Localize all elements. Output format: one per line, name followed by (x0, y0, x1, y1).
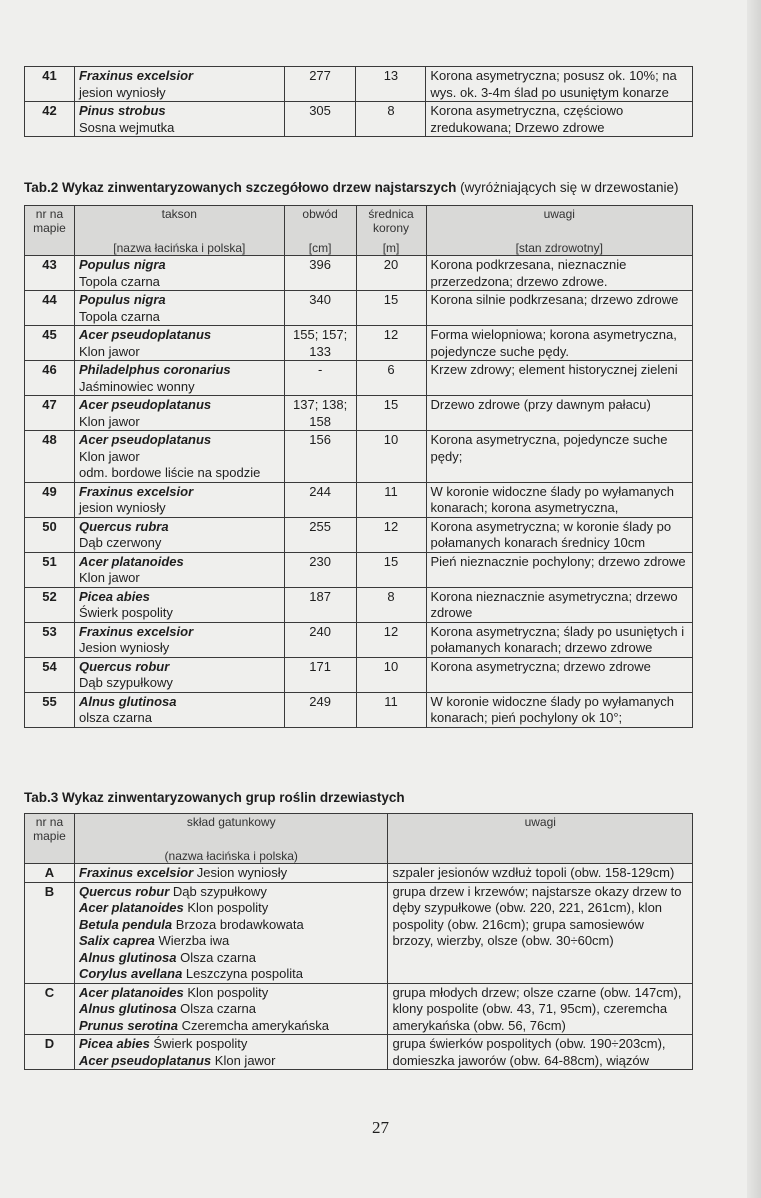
circumference: 340 (284, 291, 356, 326)
species-composition (74, 882, 388, 983)
table3-header-nr: nr na mapie (25, 814, 75, 864)
table2-caption-note: (wyróżniających się w drzewostanie) (460, 180, 679, 195)
map-number: 54 (25, 657, 75, 692)
table-row (25, 67, 693, 102)
latin-name: Fraxinus excelsior (78, 865, 194, 880)
map-number: 53 (25, 622, 75, 657)
crown-diameter: 12 (356, 622, 426, 657)
table3-body (25, 864, 693, 1070)
table-continuation-body (25, 67, 693, 137)
group-row (25, 1035, 693, 1070)
polish-name: Wierzba iwa (158, 933, 230, 948)
table2-header-srednica: średnica korony [m] (356, 206, 426, 256)
species-entry (79, 1001, 384, 1018)
taxon-cell (74, 552, 284, 587)
latin-name: Acer platanoides (78, 984, 184, 1000)
latin-name: Quercus robur (78, 658, 170, 674)
crown-diameter: 15 (356, 396, 426, 431)
group-letter: D (25, 1035, 75, 1070)
polish-name: Dąb czerwony (78, 535, 162, 550)
taxon-cell (74, 102, 284, 137)
map-number: 52 (25, 587, 75, 622)
circumference: 240 (284, 622, 356, 657)
remarks: Korona podkrzesana, nieznacznie przerzedzona; drzewo zdrowe. (426, 256, 693, 291)
crown-diameter: 8 (356, 587, 426, 622)
group-row (25, 983, 693, 1035)
latin-name: Corylus avellana (78, 966, 183, 981)
map-number: 43 (25, 256, 75, 291)
remarks: Korona asymetryczna; posusz ok. 10%; na wys. ok. 3-4m ślad po usuniętym konarze (426, 67, 693, 102)
latin-name: Acer pseudoplatanus (78, 327, 212, 342)
polish-name: Klon jawor (78, 413, 140, 429)
remarks: Drzewo zdrowe (przy dawnym pałacu) (426, 396, 693, 431)
latin-name: Quercus rubra (78, 518, 169, 534)
latin-name: Quercus robur (78, 883, 170, 899)
taxon-cell (74, 482, 284, 517)
table-row (25, 291, 693, 326)
taxon-cell (74, 396, 284, 431)
table2 (24, 205, 693, 728)
circumference: 277 (284, 67, 356, 102)
map-number: 51 (25, 552, 75, 587)
circumference: 187 (284, 587, 356, 622)
map-number: 50 (25, 517, 75, 552)
crown-diameter: 10 (356, 657, 426, 692)
latin-name: Acer pseudoplatanus (78, 432, 212, 447)
species-entry (79, 865, 384, 882)
species-composition (74, 864, 388, 883)
crown-diameter: 12 (356, 326, 426, 361)
table-row (25, 256, 693, 291)
taxon-note: odm. bordowe liście na spodzie (78, 465, 261, 480)
latin-name: Fraxinus excelsior (78, 68, 194, 83)
map-number: 44 (25, 291, 75, 326)
map-number: 45 (25, 326, 75, 361)
latin-name: Populus nigra (78, 257, 166, 272)
crown-diameter: 8 (356, 102, 426, 137)
crown-diameter: 10 (356, 431, 426, 483)
circumference: 255 (284, 517, 356, 552)
remarks: Korona nieznacznie asymetryczna; drzewo zdrowe (426, 587, 693, 622)
circumference: 305 (284, 102, 356, 137)
latin-name: Pinus strobus (78, 103, 166, 118)
crown-diameter: 15 (356, 291, 426, 326)
latin-name: Acer platanoides (78, 553, 184, 569)
species-composition (74, 1035, 388, 1070)
polish-name: Topola czarna (78, 308, 160, 324)
taxon-cell (74, 587, 284, 622)
map-number: 47 (25, 396, 75, 431)
table3 (24, 813, 693, 1070)
table3-caption: Tab.3 Wykaz zinwentaryzowanych grup roślin drzewiastych (24, 790, 405, 805)
table3-header-uwagi: uwagi (388, 814, 693, 864)
polish-name: Olsza czarna (180, 1001, 256, 1016)
polish-name: Jesion wyniosły (196, 865, 288, 880)
map-number: 46 (25, 361, 75, 396)
table-row (25, 517, 693, 552)
polish-name: Klon jawor (78, 448, 140, 464)
circumference: 230 (284, 552, 356, 587)
map-number: 48 (25, 431, 75, 483)
species-entry (79, 1053, 384, 1070)
latin-name: Philadelphus coronarius (78, 362, 231, 377)
taxon-cell (74, 692, 284, 727)
crown-diameter: 13 (356, 67, 426, 102)
table2-header-row (25, 206, 693, 256)
table2-header-takson: takson [nazwa łacińska i polska] (74, 206, 284, 256)
table-row (25, 361, 693, 396)
remarks: Korona asymetryczna, pojedyncze suche pędy; (426, 431, 693, 483)
taxon-cell (74, 67, 284, 102)
species-entry (79, 884, 384, 901)
crown-diameter: 11 (356, 692, 426, 727)
species-entry (79, 933, 384, 950)
polish-name: jesion wyniosły (78, 500, 166, 515)
table2-caption (24, 180, 678, 195)
species-entry (79, 1018, 384, 1035)
circumference: 396 (284, 256, 356, 291)
latin-name: Populus nigra (78, 292, 166, 307)
species-entry (79, 985, 384, 1002)
remarks: Krzew zdrowy; element historycznej zieleni (426, 361, 693, 396)
table-row (25, 587, 693, 622)
latin-name: Picea abies (78, 1036, 150, 1051)
table-row (25, 326, 693, 361)
polish-name: Jesion wyniosły (78, 640, 170, 655)
group-letter: A (25, 864, 75, 883)
remarks: grupa młodych drzew; olsze czarne (obw. 147cm), klony pospolite (obw. 43, 71, 95cm), czeremcha amerykańska (obw. 56, 76cm) (388, 983, 693, 1035)
table2-header-obwod: obwód [cm] (284, 206, 356, 256)
map-number: 41 (25, 67, 75, 102)
taxon-cell (74, 326, 284, 361)
taxon-cell (74, 622, 284, 657)
remarks: szpaler jesionów wzdłuż topoli (obw. 158-129cm) (388, 864, 693, 883)
table-row (25, 102, 693, 137)
polish-name: Klon pospolity (187, 984, 269, 1000)
latin-name: Prunus serotina (78, 1017, 178, 1033)
polish-name: jesion wyniosły (78, 84, 166, 100)
table2-header-nr: nr na mapie (25, 206, 75, 256)
latin-name: Alnus glutinosa (78, 1001, 177, 1016)
taxon-cell (74, 256, 284, 291)
table2-header-uwagi: uwagi [stan zdrowotny] (426, 206, 693, 256)
table-row (25, 396, 693, 431)
table-row (25, 482, 693, 517)
remarks: W koronie widoczne ślady po wyłamanych konarach; pień pochylony ok 10°; (426, 692, 693, 727)
crown-diameter: 15 (356, 552, 426, 587)
taxon-cell (74, 657, 284, 692)
map-number: 49 (25, 482, 75, 517)
remarks: Pień nieznacznie pochylony; drzewo zdrowe (426, 552, 693, 587)
taxon-cell (74, 431, 284, 483)
polish-name: Dąb szypułkowy (172, 883, 267, 899)
remarks: Korona asymetryczna; w koronie ślady po połamanych konarach średnicy 10cm (426, 517, 693, 552)
remarks: grupa drzew i krzewów; najstarsze okazy drzew to dęby szypułkowe (obw. 220, 221, 261cm), klon pospolity (obw. 216cm); grupa samosiewów brzozy, wierzby, olsze (obw. 30÷60cm) (388, 882, 693, 983)
crown-diameter: 11 (356, 482, 426, 517)
circumference: 249 (284, 692, 356, 727)
polish-name: Klon jawor (214, 1052, 276, 1068)
species-entry (79, 966, 384, 983)
species-entry (79, 1036, 384, 1053)
taxon-cell (74, 517, 284, 552)
polish-name: Jaśminowiec wonny (78, 378, 195, 394)
table2-caption-bold: Tab.2 Wykaz zinwentaryzowanych szczegółowo drzew najstarszych (24, 180, 457, 195)
latin-name: Acer pseudoplatanus (78, 397, 212, 412)
remarks: Korona asymetryczna, częściowo zredukowana; Drzewo zdrowe (426, 102, 693, 137)
table3-header-sklad: skład gatunkowy (nazwa łacińska i polska) (74, 814, 388, 864)
species-composition (74, 983, 388, 1035)
species-entry (79, 900, 384, 917)
latin-name: Alnus glutinosa (78, 693, 177, 709)
circumference: 155; 157; 133 (284, 326, 356, 361)
latin-name: Betula pendula (78, 916, 173, 932)
table2-body (25, 256, 693, 728)
polish-name: Świerk pospolity (153, 1036, 248, 1051)
remarks: Korona silnie podkrzesana; drzewo zdrowe (426, 291, 693, 326)
table-row (25, 431, 693, 483)
latin-name: Fraxinus excelsior (78, 623, 194, 639)
latin-name: Acer platanoides (78, 900, 184, 915)
map-number: 55 (25, 692, 75, 727)
polish-name: Czeremcha amerykańska (181, 1017, 329, 1033)
crown-diameter: 6 (356, 361, 426, 396)
group-row (25, 882, 693, 983)
species-entry (79, 950, 384, 967)
remarks: Korona asymetryczna; ślady po usuniętych i połamanych konarach; drzewo zdrowe (426, 622, 693, 657)
polish-name: Topola czarna (78, 273, 160, 289)
remarks: Forma wielopniowa; korona asymetryczna, pojedyncze suche pędy. (426, 326, 693, 361)
crown-diameter: 20 (356, 256, 426, 291)
remarks: W koronie widoczne ślady po wyłamanych konarach; korona asymetryczna, (426, 482, 693, 517)
polish-name: Olsza czarna (180, 949, 256, 965)
group-letter: B (25, 882, 75, 983)
latin-name: Alnus glutinosa (78, 949, 177, 965)
latin-name: Salix caprea (78, 933, 155, 948)
polish-name: Klon pospolity (187, 900, 269, 915)
polish-name: Klon jawor (78, 570, 140, 585)
group-letter: C (25, 983, 75, 1035)
table-row (25, 692, 693, 727)
circumference: 171 (284, 657, 356, 692)
species-entry (79, 917, 384, 934)
circumference: - (284, 361, 356, 396)
latin-name: Picea abies (78, 588, 150, 604)
polish-name: Świerk pospolity (78, 605, 173, 620)
polish-name: Sosna wejmutka (78, 119, 175, 135)
circumference: 244 (284, 482, 356, 517)
map-number: 42 (25, 102, 75, 137)
polish-name: olsza czarna (78, 710, 152, 725)
table-continuation (24, 66, 693, 137)
table-row (25, 552, 693, 587)
page-number: 27 (372, 1118, 389, 1137)
polish-name: Leszczyna pospolita (185, 966, 303, 981)
circumference: 137; 138; 158 (284, 396, 356, 431)
table-row (25, 622, 693, 657)
taxon-cell (74, 291, 284, 326)
group-row (25, 864, 693, 883)
polish-name: Brzoza brodawkowata (175, 916, 304, 932)
circumference: 156 (284, 431, 356, 483)
table3-header-row (25, 814, 693, 864)
table-row (25, 657, 693, 692)
polish-name: Dąb szypułkowy (78, 675, 173, 690)
latin-name: Acer pseudoplatanus (78, 1052, 212, 1068)
page-edge (747, 0, 761, 1198)
latin-name: Fraxinus excelsior (78, 483, 194, 499)
taxon-cell (74, 361, 284, 396)
remarks: Korona asymetryczna; drzewo zdrowe (426, 657, 693, 692)
polish-name: Klon jawor (78, 343, 140, 359)
remarks: grupa świerków pospolitych (obw. 190÷203cm), domieszka jaworów (obw. 64-88cm), wiązów (388, 1035, 693, 1070)
crown-diameter: 12 (356, 517, 426, 552)
